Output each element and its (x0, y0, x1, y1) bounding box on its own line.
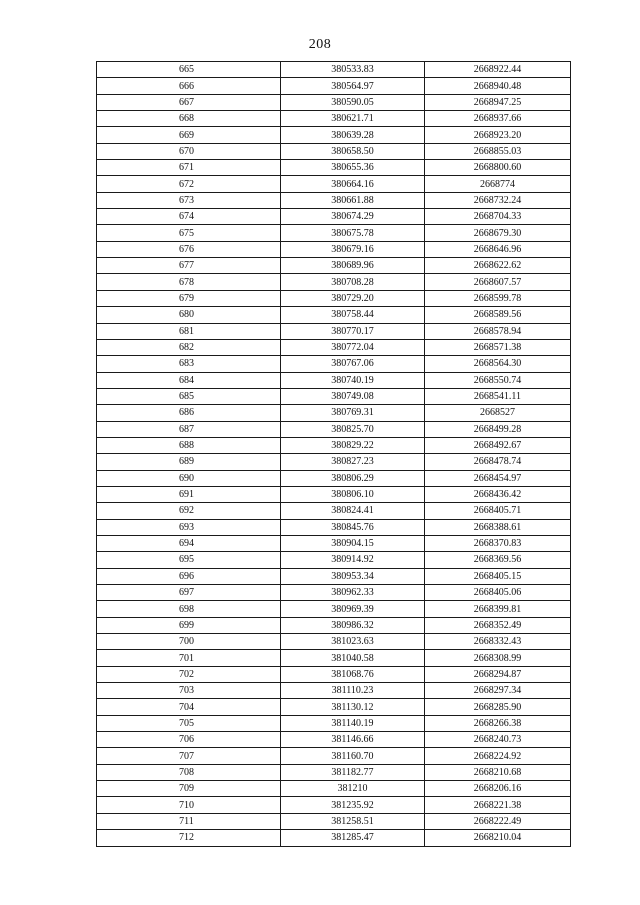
table-row (97, 503, 571, 519)
table-row (97, 797, 571, 813)
y-coordinate-cell: 2668222.49 (425, 813, 571, 829)
point-number-cell: 669 (97, 127, 281, 143)
x-coordinate-cell: 381235.92 (281, 797, 425, 813)
x-coordinate-cell: 381023.63 (281, 634, 425, 650)
y-coordinate-cell: 2668937.66 (425, 111, 571, 127)
table-row (97, 78, 571, 94)
table-row (97, 111, 571, 127)
x-coordinate-cell: 380664.16 (281, 176, 425, 192)
table-row (97, 601, 571, 617)
point-number-cell: 687 (97, 421, 281, 437)
point-number-cell: 703 (97, 683, 281, 699)
table-row (97, 617, 571, 633)
point-number-cell: 689 (97, 454, 281, 470)
y-coordinate-cell: 2668607.57 (425, 274, 571, 290)
point-number-cell: 690 (97, 470, 281, 486)
x-coordinate-cell: 380806.10 (281, 486, 425, 502)
table-row (97, 535, 571, 551)
table-row (97, 421, 571, 437)
y-coordinate-cell: 2668405.06 (425, 585, 571, 601)
point-number-cell: 712 (97, 830, 281, 846)
point-number-cell: 670 (97, 143, 281, 159)
x-coordinate-cell: 380675.78 (281, 225, 425, 241)
x-coordinate-cell: 381285.47 (281, 830, 425, 846)
y-coordinate-cell: 2668499.28 (425, 421, 571, 437)
point-number-cell: 697 (97, 585, 281, 601)
point-number-cell: 688 (97, 437, 281, 453)
point-number-cell: 683 (97, 356, 281, 372)
x-coordinate-cell: 380767.06 (281, 356, 425, 372)
point-number-cell: 705 (97, 715, 281, 731)
table-row (97, 585, 571, 601)
y-coordinate-cell: 2668332.43 (425, 634, 571, 650)
table-row (97, 519, 571, 535)
x-coordinate-cell: 380621.71 (281, 111, 425, 127)
point-number-cell: 667 (97, 94, 281, 110)
y-coordinate-cell: 2668646.96 (425, 241, 571, 257)
y-coordinate-cell: 2668589.56 (425, 307, 571, 323)
point-number-cell: 671 (97, 160, 281, 176)
x-coordinate-cell: 380953.34 (281, 568, 425, 584)
point-number-cell: 668 (97, 111, 281, 127)
table-row (97, 715, 571, 731)
x-coordinate-cell: 381146.66 (281, 732, 425, 748)
x-coordinate-cell: 380770.17 (281, 323, 425, 339)
table-row (97, 470, 571, 486)
table-row (97, 666, 571, 682)
point-number-cell: 700 (97, 634, 281, 650)
y-coordinate-cell: 2668221.38 (425, 797, 571, 813)
table-row (97, 127, 571, 143)
y-coordinate-cell: 2668370.83 (425, 535, 571, 551)
x-coordinate-cell: 381040.58 (281, 650, 425, 666)
x-coordinate-cell: 381110.23 (281, 683, 425, 699)
table-row (97, 405, 571, 421)
y-coordinate-cell: 2668388.61 (425, 519, 571, 535)
x-coordinate-cell: 381130.12 (281, 699, 425, 715)
table-row (97, 683, 571, 699)
x-coordinate-cell: 381258.51 (281, 813, 425, 829)
y-coordinate-cell: 2668599.78 (425, 290, 571, 306)
table-row (97, 290, 571, 306)
y-coordinate-cell: 2668454.97 (425, 470, 571, 486)
x-coordinate-cell: 380658.50 (281, 143, 425, 159)
table-row (97, 454, 571, 470)
x-coordinate-cell: 380825.70 (281, 421, 425, 437)
point-number-cell: 681 (97, 323, 281, 339)
point-number-cell: 676 (97, 241, 281, 257)
point-number-cell: 693 (97, 519, 281, 535)
y-coordinate-cell: 2668294.87 (425, 666, 571, 682)
y-coordinate-cell: 2668922.44 (425, 62, 571, 78)
x-coordinate-cell: 380769.31 (281, 405, 425, 421)
point-number-cell: 679 (97, 290, 281, 306)
point-number-cell: 695 (97, 552, 281, 568)
x-coordinate-cell: 380986.32 (281, 617, 425, 633)
table-row (97, 339, 571, 355)
point-number-cell: 696 (97, 568, 281, 584)
table-row (97, 143, 571, 159)
x-coordinate-cell: 380827.23 (281, 454, 425, 470)
x-coordinate-cell: 380758.44 (281, 307, 425, 323)
y-coordinate-cell: 2668940.48 (425, 78, 571, 94)
y-coordinate-cell: 2668224.92 (425, 748, 571, 764)
x-coordinate-cell: 380590.05 (281, 94, 425, 110)
point-number-cell: 675 (97, 225, 281, 241)
table-row (97, 94, 571, 110)
table-row (97, 274, 571, 290)
point-number-cell: 682 (97, 339, 281, 355)
point-number-cell: 699 (97, 617, 281, 633)
table-row (97, 192, 571, 208)
y-coordinate-cell: 2668564.30 (425, 356, 571, 372)
table-row (97, 372, 571, 388)
table-row (97, 830, 571, 846)
table-row (97, 209, 571, 225)
y-coordinate-cell: 2668622.62 (425, 258, 571, 274)
x-coordinate-cell: 380969.39 (281, 601, 425, 617)
y-coordinate-cell: 2668210.04 (425, 830, 571, 846)
point-number-cell: 709 (97, 781, 281, 797)
x-coordinate-cell: 380655.36 (281, 160, 425, 176)
table-row (97, 650, 571, 666)
point-number-cell: 673 (97, 192, 281, 208)
table-row (97, 388, 571, 404)
y-coordinate-cell: 2668308.99 (425, 650, 571, 666)
y-coordinate-cell: 2668436.42 (425, 486, 571, 502)
table-row (97, 552, 571, 568)
y-coordinate-cell: 2668571.38 (425, 339, 571, 355)
point-number-cell: 710 (97, 797, 281, 813)
x-coordinate-cell: 380914.92 (281, 552, 425, 568)
point-number-cell: 702 (97, 666, 281, 682)
point-number-cell: 685 (97, 388, 281, 404)
y-coordinate-cell: 2668550.74 (425, 372, 571, 388)
y-coordinate-cell: 2668206.16 (425, 781, 571, 797)
point-number-cell: 694 (97, 535, 281, 551)
x-coordinate-cell: 381160.70 (281, 748, 425, 764)
table-row (97, 356, 571, 372)
x-coordinate-cell: 381210 (281, 781, 425, 797)
y-coordinate-cell: 2668210.68 (425, 764, 571, 780)
point-number-cell: 680 (97, 307, 281, 323)
page-number: 208 (308, 37, 332, 52)
table-row (97, 323, 571, 339)
x-coordinate-cell: 380740.19 (281, 372, 425, 388)
y-coordinate-cell: 2668855.03 (425, 143, 571, 159)
point-number-cell: 686 (97, 405, 281, 421)
point-number-cell: 678 (97, 274, 281, 290)
y-coordinate-cell: 2668732.24 (425, 192, 571, 208)
x-coordinate-cell: 381140.19 (281, 715, 425, 731)
table-row (97, 732, 571, 748)
y-coordinate-cell: 2668774 (425, 176, 571, 192)
y-coordinate-cell: 2668352.49 (425, 617, 571, 633)
x-coordinate-cell: 380829.22 (281, 437, 425, 453)
x-coordinate-cell: 380772.04 (281, 339, 425, 355)
point-number-cell: 692 (97, 503, 281, 519)
x-coordinate-cell: 381182.77 (281, 764, 425, 780)
x-coordinate-cell: 380962.33 (281, 585, 425, 601)
point-number-cell: 666 (97, 78, 281, 94)
table-row (97, 176, 571, 192)
point-number-cell: 665 (97, 62, 281, 78)
x-coordinate-cell: 380806.29 (281, 470, 425, 486)
y-coordinate-cell: 2668800.60 (425, 160, 571, 176)
y-coordinate-cell: 2668478.74 (425, 454, 571, 470)
point-number-cell: 707 (97, 748, 281, 764)
point-number-cell: 698 (97, 601, 281, 617)
y-coordinate-cell: 2668399.81 (425, 601, 571, 617)
table-row (97, 568, 571, 584)
table-row (97, 160, 571, 176)
y-coordinate-cell: 2668578.94 (425, 323, 571, 339)
table-row (97, 813, 571, 829)
x-coordinate-cell: 380639.28 (281, 127, 425, 143)
point-number-cell: 677 (97, 258, 281, 274)
y-coordinate-cell: 2668266.38 (425, 715, 571, 731)
coordinate-table-body (97, 62, 571, 847)
table-row (97, 62, 571, 78)
y-coordinate-cell: 2668923.20 (425, 127, 571, 143)
y-coordinate-cell: 2668369.56 (425, 552, 571, 568)
point-number-cell: 711 (97, 813, 281, 829)
point-number-cell: 708 (97, 764, 281, 780)
point-number-cell: 706 (97, 732, 281, 748)
x-coordinate-cell: 381068.76 (281, 666, 425, 682)
y-coordinate-cell: 2668297.34 (425, 683, 571, 699)
x-coordinate-cell: 380749.08 (281, 388, 425, 404)
point-number-cell: 674 (97, 209, 281, 225)
point-number-cell: 691 (97, 486, 281, 502)
x-coordinate-cell: 380533.83 (281, 62, 425, 78)
y-coordinate-cell: 2668492.67 (425, 437, 571, 453)
table-row (97, 764, 571, 780)
table-row (97, 634, 571, 650)
coordinate-table (96, 61, 571, 847)
table-row (97, 258, 571, 274)
x-coordinate-cell: 380845.76 (281, 519, 425, 535)
y-coordinate-cell: 2668679.30 (425, 225, 571, 241)
table-row (97, 699, 571, 715)
point-number-cell: 684 (97, 372, 281, 388)
y-coordinate-cell: 2668541.11 (425, 388, 571, 404)
y-coordinate-cell: 2668405.71 (425, 503, 571, 519)
table-row (97, 437, 571, 453)
point-number-cell: 701 (97, 650, 281, 666)
x-coordinate-cell: 380661.88 (281, 192, 425, 208)
x-coordinate-cell: 380564.97 (281, 78, 425, 94)
y-coordinate-cell: 2668405.15 (425, 568, 571, 584)
table-row (97, 781, 571, 797)
y-coordinate-cell: 2668285.90 (425, 699, 571, 715)
y-coordinate-cell: 2668947.25 (425, 94, 571, 110)
table-row (97, 241, 571, 257)
y-coordinate-cell: 2668527 (425, 405, 571, 421)
x-coordinate-cell: 380689.96 (281, 258, 425, 274)
x-coordinate-cell: 380674.29 (281, 209, 425, 225)
x-coordinate-cell: 380708.28 (281, 274, 425, 290)
x-coordinate-cell: 380904.15 (281, 535, 425, 551)
y-coordinate-cell: 2668704.33 (425, 209, 571, 225)
table-row (97, 225, 571, 241)
table-row (97, 486, 571, 502)
y-coordinate-cell: 2668240.73 (425, 732, 571, 748)
x-coordinate-cell: 380824.41 (281, 503, 425, 519)
table-row (97, 307, 571, 323)
point-number-cell: 672 (97, 176, 281, 192)
point-number-cell: 704 (97, 699, 281, 715)
x-coordinate-cell: 380679.16 (281, 241, 425, 257)
x-coordinate-cell: 380729.20 (281, 290, 425, 306)
table-row (97, 748, 571, 764)
